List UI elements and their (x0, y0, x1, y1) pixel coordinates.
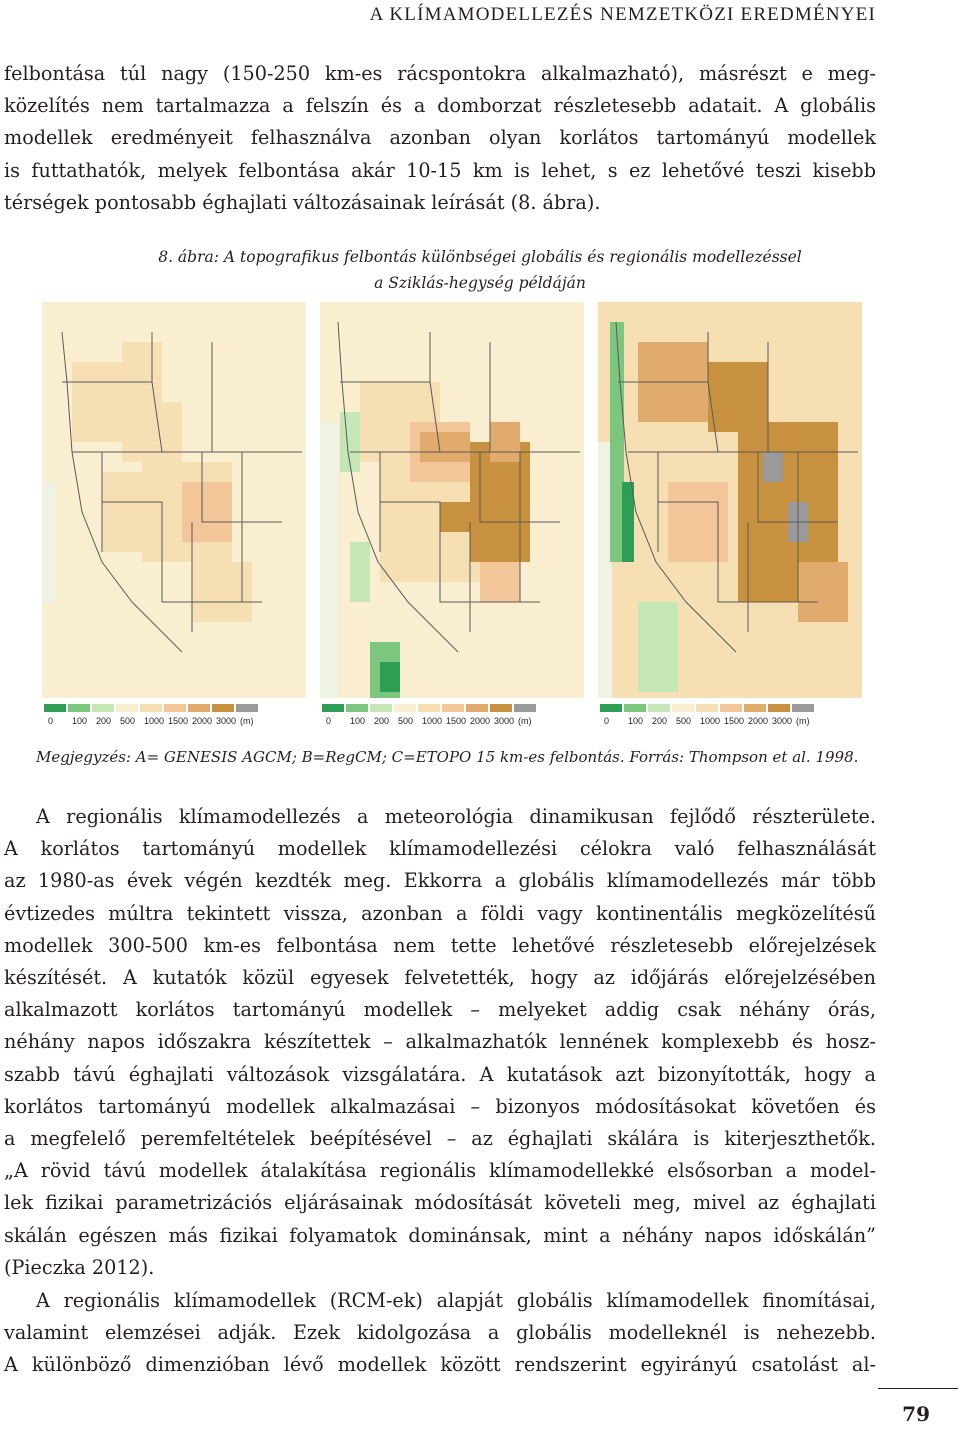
legend-b (320, 702, 584, 728)
map-panel-a (42, 302, 306, 698)
text-line: szabb távú éghajlati változások vizsgálatára. A kutatások azt bizonyították, hogy a (4, 1062, 876, 1086)
legend-swatch (744, 704, 766, 712)
text-line: modellek 300-500 km-es felbontása nem tette lehetővé részletesebb előrejelzések (4, 933, 876, 957)
legend-swatch (418, 704, 440, 712)
intro-paragraph (4, 58, 876, 219)
text-line: is futtathatók, melyek felbontása akár 10-15 km is lehet, s ez lehetővé teszi kisebb (4, 158, 876, 182)
legend-swatch (322, 704, 344, 712)
legend-label: 100 (72, 716, 88, 726)
text-line: lek fizikai parametrizációs eljárásainak módosítását követeli meg, mivel az éghajlati (4, 1191, 876, 1215)
legend-label: 0 (48, 716, 54, 726)
legend-swatch (346, 704, 368, 712)
text-line: a megfelelő peremfeltételek beépítésével – az éghajlati skálára is kiterjeszthetők. (4, 1127, 876, 1151)
text-line: „A rövid távú modellek átalakítása regionális klímamodellekké elsősorban a model- (4, 1159, 876, 1183)
legend-label: 2000 (470, 716, 491, 726)
legend-swatch (236, 704, 258, 712)
legend-swatch (672, 704, 694, 712)
legend-label: 3000 (772, 716, 793, 726)
text-line: modellek eredményeit felhasználva azonban olyan korlátos tartományú modellek (4, 126, 876, 150)
text-line: A korlátos tartományú modellek klímamodellezési célokra való felhasználását (4, 837, 876, 861)
legend-swatch (624, 704, 646, 712)
legend-swatch (370, 704, 392, 712)
text-line: közelítés nem tartalmazza a felszín és a domborzat részletesebb adatait. A globális (4, 94, 876, 118)
legend-swatch (514, 704, 536, 712)
legend-swatch (140, 704, 162, 712)
legend-label: 1500 (724, 716, 745, 726)
map-panel-b (320, 302, 584, 698)
text-line: évtizedes múltra tekintett vissza, azonban a földi vagy kontinentális megközelítésű (4, 901, 876, 925)
legend-swatch (68, 704, 90, 712)
legend-label: 1500 (168, 716, 189, 726)
page-number: 79 (902, 1402, 930, 1426)
legend-label: (m) (796, 716, 810, 726)
figure-note: Megjegyzés: A= GENESIS AGCM; B=RegCM; C=ETOPO 15 km-es felbontás. Forrás: Thompson et al. 1998. (36, 748, 859, 766)
legend-label: 1000 (144, 716, 165, 726)
legend-swatch (116, 704, 138, 712)
legend-swatch (188, 704, 210, 712)
text-line: felbontása túl nagy (150-250 km-es rácspontokra alkalmazható), másrészt e meg- (4, 62, 876, 85)
map-b-graphic (320, 302, 584, 698)
text-line: korlátos tartományú modellek alkalmazásai – bizonyos módosításokat követően és (4, 1094, 876, 1118)
footer-rule (878, 1388, 958, 1389)
legend-label: 500 (120, 716, 136, 726)
legend-label: 200 (96, 716, 112, 726)
map-panel-c (598, 302, 862, 698)
text-line: A regionális klímamodellek (RCM-ek) alapját globális klímamodellek finomításai, (36, 1289, 876, 1312)
legend-label: 1500 (446, 716, 467, 726)
text-line: készítését. A kutatók közül egyesek felvetették, hogy az időjárás előrejelzésében (4, 966, 876, 990)
legend-swatch (466, 704, 488, 712)
legend-label: 0 (326, 716, 332, 726)
map-a-graphic (42, 302, 306, 698)
legend-swatch (164, 704, 186, 712)
legend-swatch (44, 704, 66, 712)
legend-label: 500 (676, 716, 692, 726)
legend-swatch (768, 704, 790, 712)
legend-a (42, 702, 306, 728)
legend-label: 100 (350, 716, 366, 726)
text-line: skálán egészen más fizikai folyamatok dominánsak, mint a néhány napos időskálán” (4, 1223, 876, 1247)
legend-label: 0 (604, 716, 610, 726)
legend-swatch (442, 704, 464, 712)
legend-label: 100 (628, 716, 644, 726)
text-line: valamint elemzései adják. Ezek kidolgozása a globális modelleknél is nehezebb. (4, 1321, 876, 1345)
figure-caption-line-1: 8. ábra: A topografikus felbontás különbségei globális és regionális modellezéssel (158, 248, 802, 266)
legend-label: 200 (374, 716, 390, 726)
text-line: az 1980-as évek végén kezdték meg. Ekkorra a globális klímamodellezés már több (4, 869, 876, 893)
legend-swatch (720, 704, 742, 712)
map-c-graphic (598, 302, 862, 698)
legend-swatch (648, 704, 670, 712)
text-line: térségek pontosabb éghajlati változásainak leírását (8. ábra). (4, 190, 601, 214)
legend-swatch (792, 704, 814, 712)
running-header: A KLÍMAMODELLEZÉS NEMZETKÖZI EREDMÉNYEI (369, 4, 876, 25)
legend-label: 2000 (192, 716, 213, 726)
legend-label: (m) (518, 716, 532, 726)
legend-label: (m) (240, 716, 254, 726)
topography-maps (42, 302, 864, 732)
legend-label: 200 (652, 716, 668, 726)
body-paragraph-2 (4, 1285, 876, 1382)
legend-label: 3000 (494, 716, 515, 726)
legend-swatch (92, 704, 114, 712)
legend-c (598, 702, 862, 728)
legend-label: 1000 (700, 716, 721, 726)
legend-swatch (696, 704, 718, 712)
legend-swatch (394, 704, 416, 712)
text-line: alkalmazott korlátos tartományú modellek – melyeket addig csak néhány órás, (4, 998, 876, 1022)
text-line: (Pieczka 2012). (4, 1255, 155, 1279)
legend-swatch (600, 704, 622, 712)
legend-label: 2000 (748, 716, 769, 726)
figure-caption-line-2: a Sziklás-hegység példáján (374, 274, 586, 292)
text-line: néhány napos időszakra készítettek – alkalmazhatók lennének komplexebb és hosz- (4, 1030, 876, 1054)
legend-label: 3000 (216, 716, 237, 726)
legend-label: 1000 (422, 716, 443, 726)
legend-label: 500 (398, 716, 414, 726)
text-line: A regionális klímamodellezés a meteorológia dinamikusan fejlődő részterülete. (36, 805, 876, 828)
body-paragraph-1 (4, 801, 876, 1284)
text-line: A különböző dimenzióban lévő modellek között rendszerint egyirányú csatolást al- (4, 1353, 876, 1377)
legend-swatch (212, 704, 234, 712)
legend-swatch (490, 704, 512, 712)
